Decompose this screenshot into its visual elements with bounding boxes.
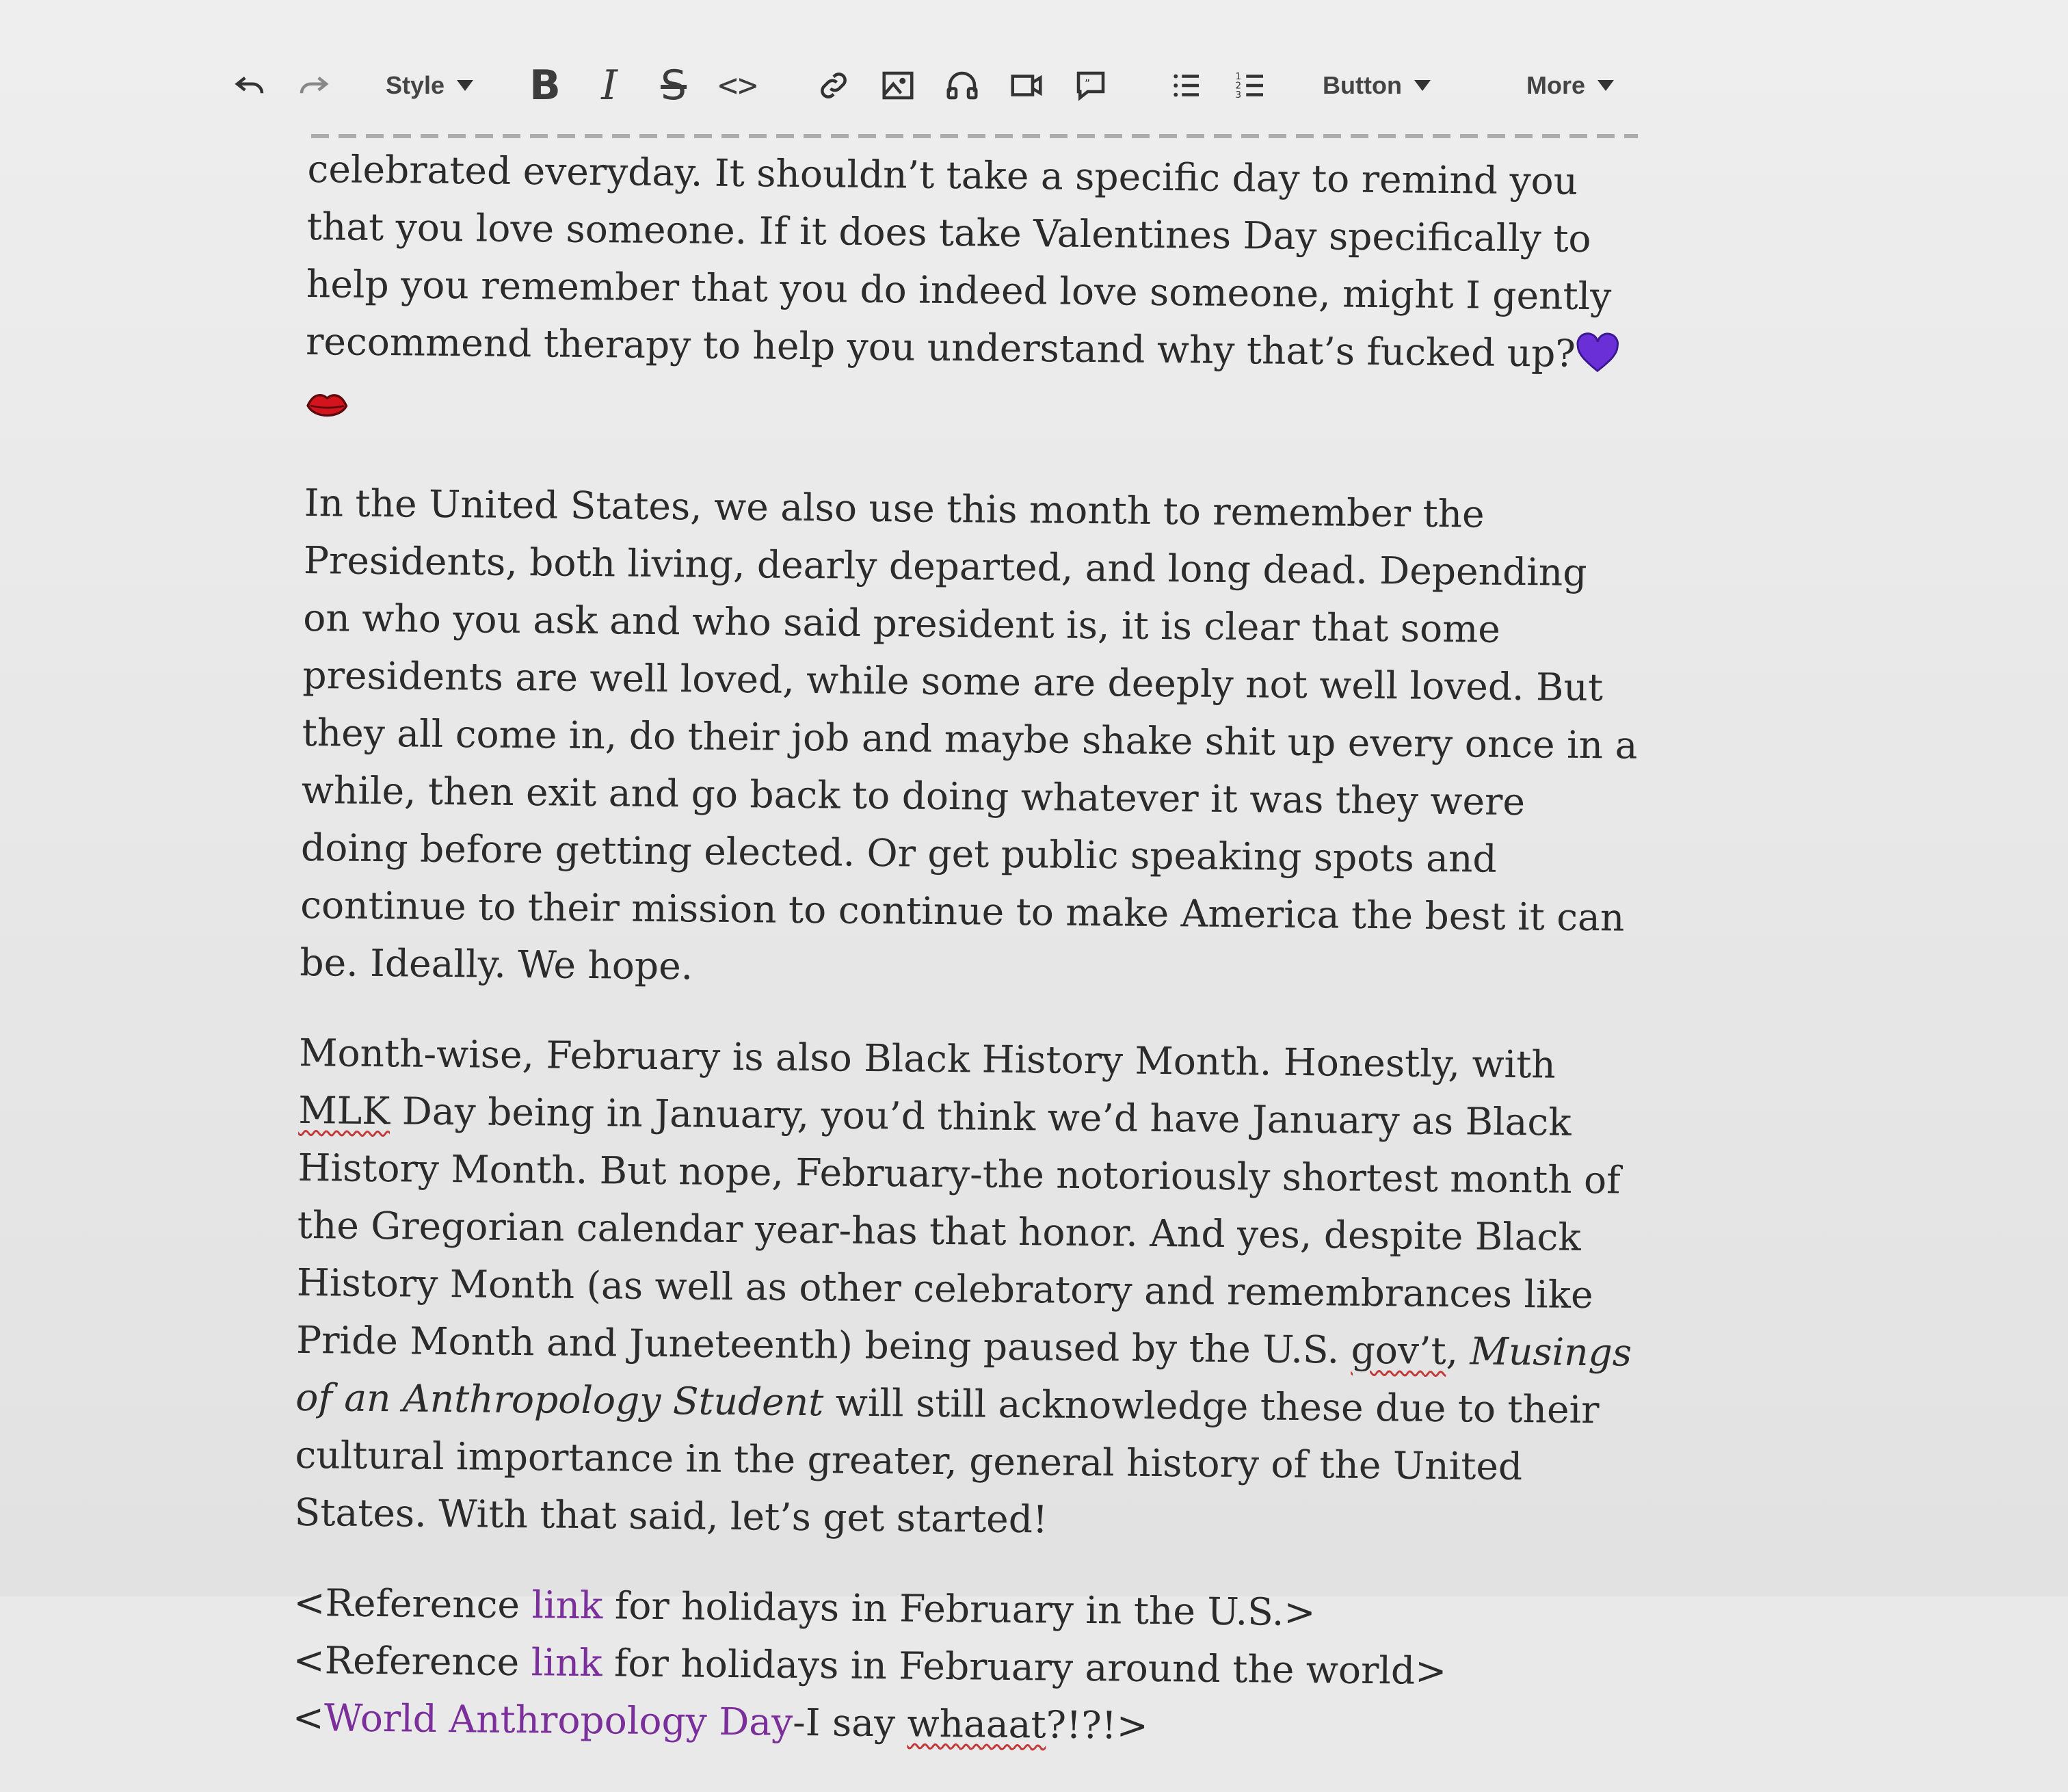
p3-part2: Day being in January, you’d think we’d have January as Black History Month. But nope, February-the notoriously shortest month of the Gregorian calendar year-has that honor. And yes, despite Black History Month (as well as other celebratory and remembrances like Pride Month and Juneteenth) being paused by the U.S. <box>295 1089 1621 1372</box>
redo-icon[interactable] <box>290 62 338 109</box>
formatting-toolbar <box>226 55 1799 116</box>
ref3-prefix: < <box>292 1695 325 1740</box>
paragraph-valentines <box>305 140 1648 454</box>
more-dropdown-label: More <box>1526 71 1586 99</box>
svg-text:2: 2 <box>1235 80 1242 92</box>
ref1-prefix: <Reference <box>293 1580 532 1627</box>
purple-heart-emoji-icon <box>1575 332 1619 390</box>
paragraph-black-history <box>294 1024 1639 1554</box>
p3-part4: will still acknowledge these due to their cultural importance in the greater, general history of the United States. With that said, let’s get started! <box>294 1380 1600 1542</box>
button-dropdown-label: Button <box>1323 71 1402 99</box>
svg-text:1: 1 <box>1235 71 1242 82</box>
p3-part3: , <box>1446 1329 1470 1373</box>
paragraph-valentines-text: celebrated everyday. It shouldn’t take a specific day to remind you that you love someone. If it does take Valentines Day specifically to help you remember that you do indeed love someone, might I gently recommend therapy to help you understand why that’s fucked up? <box>305 146 1612 375</box>
ref1-suffix: for holidays in February in the U.S.> <box>602 1583 1316 1635</box>
link-icon[interactable] <box>810 62 858 109</box>
reference-world-holidays-link[interactable]: link <box>531 1640 602 1685</box>
strikethrough-button[interactable]: S <box>661 62 687 109</box>
cut-off-text-line <box>311 134 1638 138</box>
chevron-down-icon <box>1598 80 1614 91</box>
code-button[interactable]: <> <box>718 66 758 105</box>
bulleted-list-icon[interactable] <box>1163 62 1210 109</box>
chevron-down-icon <box>1414 80 1431 91</box>
ref2-suffix: for holidays in February around the world> <box>602 1641 1447 1694</box>
svg-text:3: 3 <box>1235 90 1242 101</box>
style-dropdown[interactable] <box>386 62 473 109</box>
italic-button[interactable]: I <box>601 62 618 109</box>
undo-icon[interactable] <box>226 62 274 109</box>
chevron-down-icon <box>457 80 473 91</box>
paragraph-presidents: In the United States, we also use this month to remember the Presidents, both living, dearly departed, and long dead. Depending on who you ask and who said president is, it is clear that some presidents are well loved, while some are deeply not well loved. But they all come in, do their job and maybe shake shit up every once in a while, then exit and go back to doing whatever it was they were doing before getting elected. Or get public speaking spots and continue to their mission to continue to make America the best it can be. Ideally. We hope. <box>300 480 1638 988</box>
bold-button[interactable]: B <box>529 62 561 109</box>
reference-us-holidays-link[interactable]: link <box>531 1583 603 1628</box>
red-lips-emoji-icon <box>305 384 349 442</box>
post-body-editor[interactable] <box>292 140 1648 1792</box>
audio-icon[interactable] <box>938 62 986 109</box>
misspelled-word-mlk[interactable]: MLK <box>298 1088 390 1133</box>
numbered-list-icon[interactable] <box>1227 62 1275 109</box>
svg-text:”: ” <box>1085 77 1091 90</box>
reference-links <box>292 1574 1634 1759</box>
p3-part1: Month-wise, February is also Black History Month. Honestly, with <box>298 1030 1556 1087</box>
button-dropdown[interactable] <box>1323 62 1431 109</box>
blog-title-italic: Musings of an Anthropology Student <box>295 1329 1632 1425</box>
world-anthropology-day-link[interactable]: World Anthropology Day <box>323 1696 793 1744</box>
style-dropdown-label: Style <box>386 71 445 99</box>
ref3-suffix: ?!?!> <box>1046 1702 1149 1748</box>
more-dropdown[interactable] <box>1526 62 1614 109</box>
misspelled-word-whaaat[interactable]: whaaat <box>907 1701 1046 1747</box>
ref3-mid: -I say <box>792 1700 907 1745</box>
ref2-prefix: <Reference <box>293 1637 532 1685</box>
misspelled-word-govt[interactable]: gov’t <box>1351 1328 1446 1373</box>
video-icon[interactable] <box>1003 62 1050 109</box>
image-icon[interactable] <box>874 62 922 109</box>
quote-icon[interactable] <box>1067 62 1115 109</box>
